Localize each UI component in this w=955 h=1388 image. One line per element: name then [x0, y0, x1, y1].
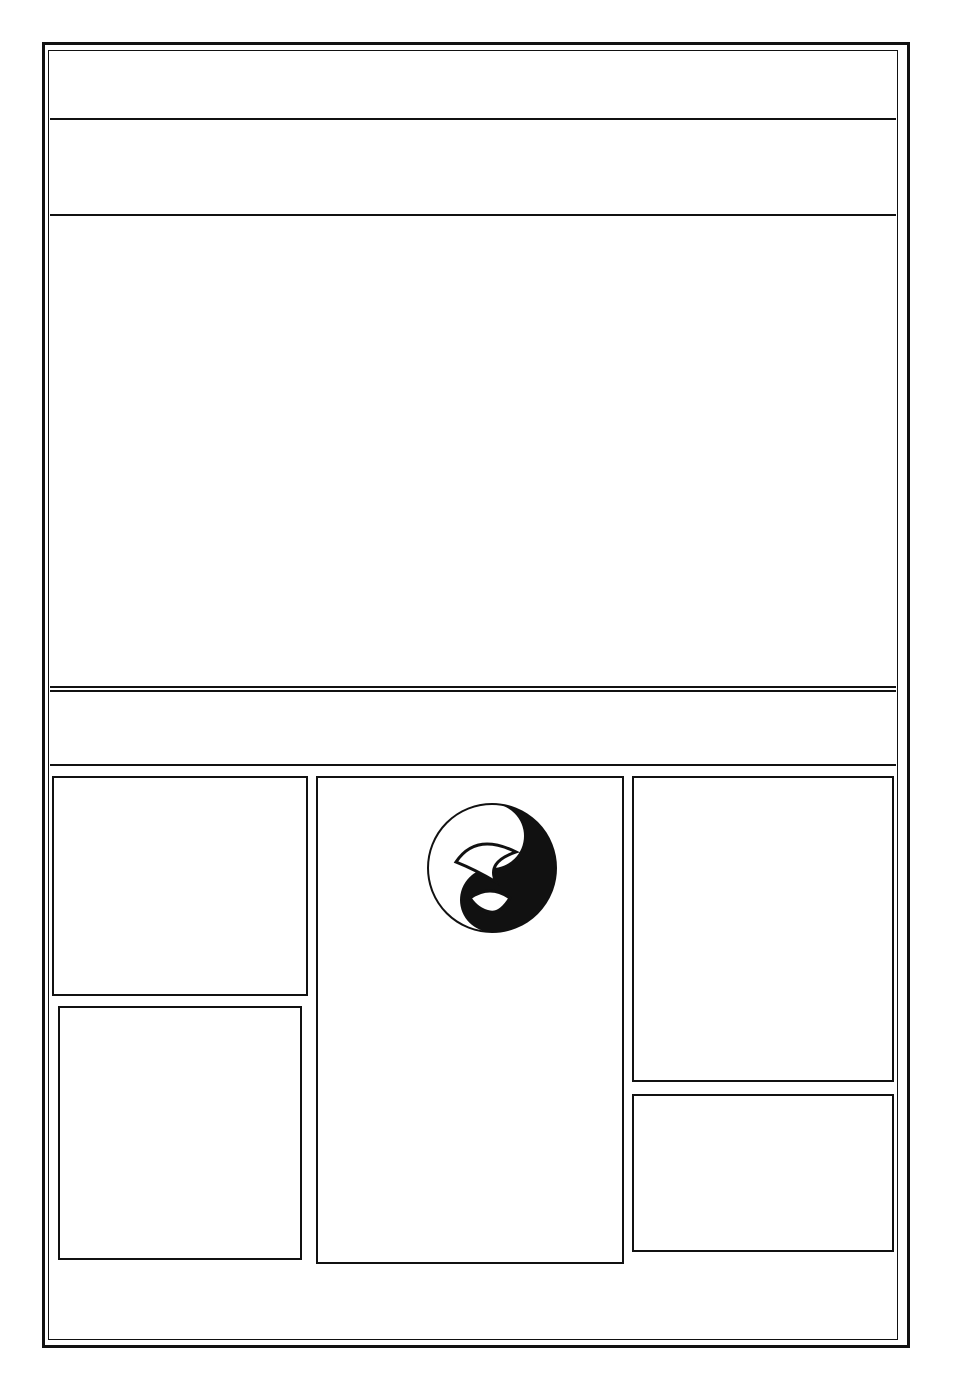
supply	[644, 1034, 684, 1067]
zodiac-table	[50, 214, 896, 688]
special-poem-box	[52, 776, 308, 996]
stats-box	[632, 1094, 894, 1252]
yinyang-icon	[426, 802, 558, 934]
border-right	[912, 40, 936, 1350]
dream-story-box	[316, 776, 624, 1264]
main-poem	[50, 690, 896, 766]
masthead	[50, 52, 896, 120]
special-code	[66, 942, 122, 977]
border-left	[16, 40, 40, 1350]
border-top	[40, 20, 920, 42]
proverbs-box	[58, 1006, 302, 1260]
has-material-box	[632, 776, 894, 1082]
border-bottom	[40, 1350, 920, 1372]
prediction-bar	[50, 1276, 896, 1336]
